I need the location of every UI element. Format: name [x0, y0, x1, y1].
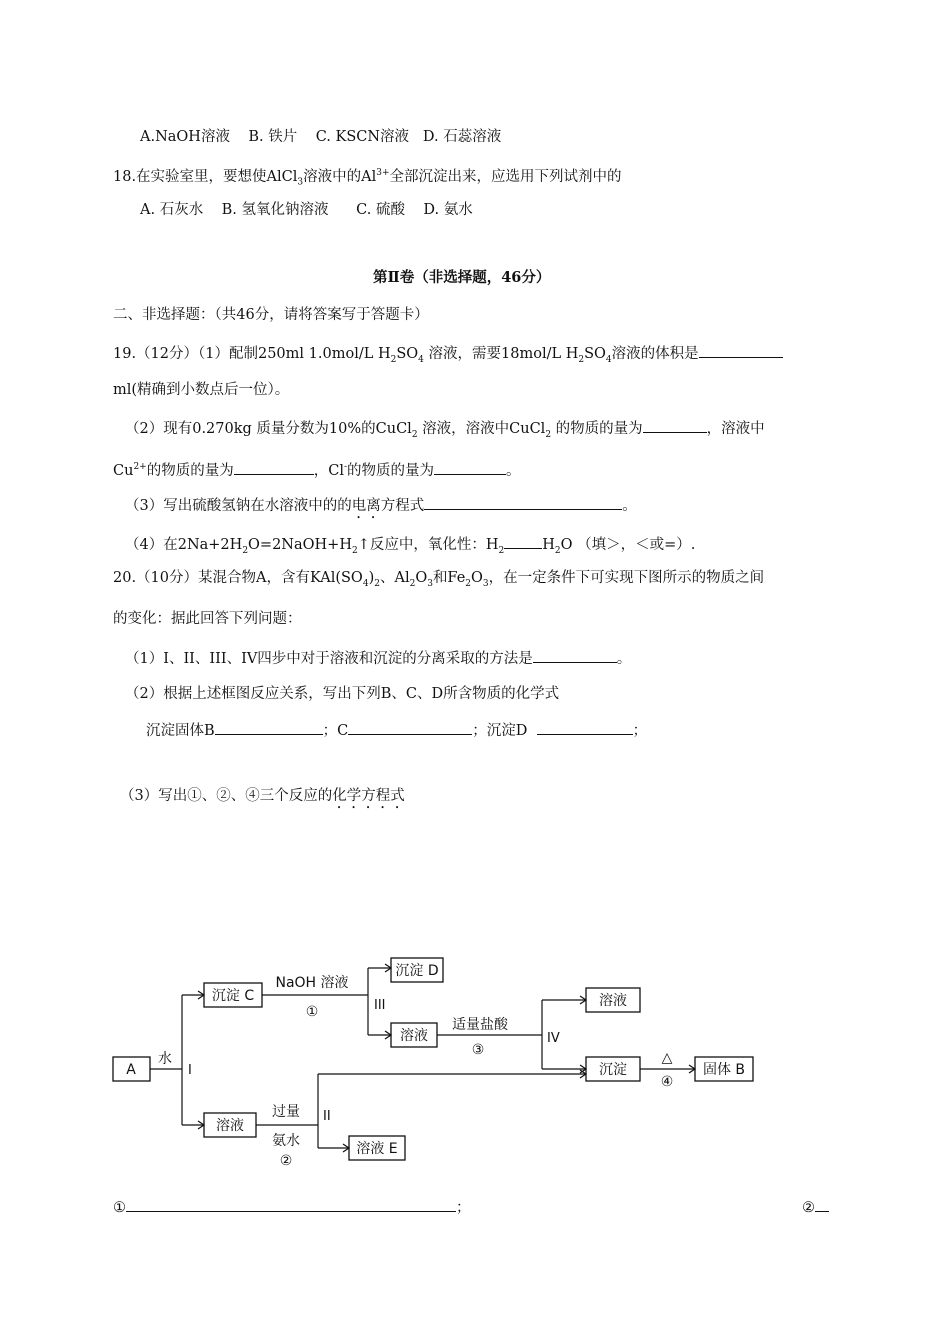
- q20-text: ②: [802, 1200, 815, 1216]
- q19-part2: （2）现有0.270kg 质量分数为10%的CuCl$_2$ 溶液，溶液中CuCl$_2$ 的物质的量为 ，溶液中: [125, 417, 765, 445]
- q20-sub1: [125, 647, 631, 669]
- label-step-IV: IV: [547, 1031, 560, 1046]
- q19-text: 。: [622, 498, 637, 514]
- q20-b-blank[interactable]: [215, 719, 323, 735]
- q19-volume-blank[interactable]: [699, 342, 783, 358]
- label-solution-3: 溶液: [216, 1118, 244, 1134]
- q19-part4: （4）在$2Na+2H_2O=2NaOH+H_2↑$反应中，氧化性：$H_2$ $H_2O$ （填＞，＜或=）.: [125, 533, 695, 561]
- label-delta: △: [661, 1050, 673, 1066]
- q19-compare-blank[interactable]: [504, 533, 542, 549]
- q19-text: （3）写出硫酸氢钠在水溶液中的的: [125, 498, 352, 514]
- q19-emphasis: 电离: [351, 498, 381, 514]
- q19-text: 溶液，需要18mol/L H: [428, 346, 579, 362]
- section-instruction: 二、非选择题：（共46分，请将答案写于答题卡）: [113, 307, 429, 323]
- q18-option-d: D. 氨水: [423, 202, 473, 218]
- q20-text: 20.（10分）某混合物A，含有KAl(SO: [113, 570, 363, 586]
- label-circ-3: ③: [471, 1042, 485, 1058]
- q20-answer-2: [802, 1196, 829, 1218]
- q19-text: （4）在2Na+2H: [125, 537, 243, 553]
- q20-text: 和Fe: [432, 570, 466, 586]
- label-hcl: 适量盐酸: [452, 1017, 508, 1033]
- q20-text: ，在一定条件下可实现下图所示的物质之间: [488, 570, 765, 586]
- q19-text: SO: [396, 346, 419, 362]
- label-A: A: [126, 1062, 136, 1078]
- q19-part1-cont: ml(精确到小数点后一位）。: [113, 382, 290, 398]
- q19-text: O=2NaOH+H: [248, 537, 352, 553]
- q19-text: H: [542, 537, 555, 553]
- q19-text: ，Cl: [313, 462, 344, 479]
- q17-option-a: A.NaOH溶液: [140, 129, 230, 145]
- q18-option-b: B. 氢氧化钠溶液: [221, 202, 329, 218]
- q19-part2-cont: $Cu^{2+}$的物质的量为 ，Cl-的物质的量为 。: [113, 457, 521, 481]
- q18-stem-text-3: 全部沉淀出来，应选用下列试剂中的: [389, 168, 622, 185]
- q19-part3: [125, 494, 637, 522]
- q19-text: ↑反应中，氧化性：H: [357, 537, 499, 553]
- label-circ-1: ①: [305, 1004, 319, 1020]
- q18-option-c: C. 硫酸: [356, 202, 405, 218]
- label-naoh: NaOH 溶液: [275, 975, 349, 991]
- q19-text: ，溶液中: [706, 421, 765, 437]
- q20-text: （3）写出①、②、④三个反应的: [120, 788, 333, 804]
- q20-text: ；: [632, 723, 648, 739]
- q19-text: 的物质的量为: [555, 421, 643, 437]
- q19-text: 溶液，溶液中CuCl: [422, 421, 546, 437]
- q20-c-blank[interactable]: [348, 719, 472, 735]
- q20-text: O: [415, 570, 428, 586]
- label-water: 水: [158, 1051, 172, 1067]
- q20-text: ；: [456, 1200, 471, 1216]
- q20-sub3: [120, 786, 405, 812]
- q19-text: Cu: [113, 462, 134, 479]
- q20-text: （1）I、II、III、IV四步中对于溶液和沉淀的分离采取的方法是: [125, 651, 533, 667]
- q20-eq1-blank[interactable]: [126, 1196, 456, 1212]
- q20-d-blank[interactable]: [537, 719, 633, 735]
- q17-options: [140, 127, 501, 147]
- q18-stem: [113, 163, 622, 193]
- label-precip-C: 沉淀 C: [211, 988, 255, 1004]
- q19-text: 。: [506, 462, 521, 479]
- q19-cu-blank[interactable]: [234, 459, 314, 475]
- q19-text: （2）现有0.270kg 质量分数为10%的CuCl: [125, 421, 412, 437]
- q20-text: 、Al: [379, 570, 410, 586]
- q20-text: ): [368, 570, 375, 586]
- q20-method-blank[interactable]: [533, 647, 617, 663]
- label-ammonia: 氨水: [272, 1133, 300, 1149]
- q19-text: 溶液的体积是: [611, 346, 699, 362]
- q20-text: 沉淀固体B: [146, 723, 215, 739]
- label-step-II: II: [323, 1109, 331, 1124]
- label-circ-2: ②: [279, 1153, 293, 1169]
- label-solution-1: 溶液: [400, 1028, 428, 1044]
- q20-answer-1: [113, 1196, 471, 1218]
- label-solution-2: 溶液: [599, 993, 627, 1009]
- q20-sub2-blanks: [146, 719, 647, 741]
- q19-text: SO: [584, 346, 606, 362]
- q17-option-b: B. 铁片: [248, 129, 298, 145]
- q19-text: 19.（12分）（1）配制250ml 1.0mol/L H: [113, 346, 391, 362]
- label-solution-E: 溶液 E: [356, 1141, 398, 1157]
- q19-cucl2-blank[interactable]: [643, 417, 707, 433]
- section-title: 第Ⅱ卷（非选择题，46分）: [373, 269, 551, 286]
- q17-option-d: D. 石蕊溶液: [422, 129, 502, 145]
- q20-stem: 20.（10分）某混合物A，含有$KAl(SO_4)_2$、$Al_2O_3$和$Fe_2O_3$，在一定条件下可实现下图所示的物质之间: [113, 570, 765, 589]
- q18-options: [140, 200, 473, 220]
- q19-ionization-blank[interactable]: [424, 494, 622, 510]
- q19-text: 的物质的量为: [146, 462, 234, 479]
- q18-stem-text: 18.在实验室里，要想使AlCl: [113, 168, 298, 185]
- label-precip: 沉淀: [599, 1062, 627, 1078]
- q20-text: ①: [113, 1200, 126, 1216]
- label-step-I: I: [188, 1063, 192, 1078]
- q20-text: ；沉淀D: [472, 723, 528, 739]
- q20-text: 。: [616, 651, 632, 667]
- q20-stem-cont: 的变化：据此回答下列问题：: [113, 611, 302, 627]
- q17-option-c: C. KSCN溶液: [315, 129, 410, 145]
- q20-sub2: （2）根据上述框图反应关系，写出下列B、C、D所含物质的化学式: [125, 686, 560, 702]
- q19-text: O （填＞，＜或=）.: [560, 537, 696, 553]
- label-excess: 过量: [272, 1104, 300, 1120]
- q19-part1: 19.（12分）（1）配制250ml 1.0mol/L $H_2SO_4$ 溶液，需要18mol/L $H_2SO_4$溶液的体积是: [113, 342, 783, 370]
- label-precip-D: 沉淀 D: [395, 963, 439, 979]
- q18-sub: 3: [297, 177, 304, 188]
- q20-text: ；C: [322, 723, 349, 739]
- q19-text: 的物质的量为: [347, 462, 434, 479]
- q20-emphasis: 化学方程式: [332, 788, 405, 804]
- q20-eq2-blank[interactable]: [815, 1196, 829, 1212]
- label-solid-B: 固体 B: [702, 1062, 746, 1078]
- q19-text: 方程式: [380, 498, 425, 514]
- flow-diagram: [100, 950, 780, 1180]
- label-circ-4: ④: [660, 1074, 674, 1090]
- q19-cl-blank[interactable]: [434, 459, 506, 475]
- q18-stem-text-2: 溶液中的Al: [303, 168, 377, 185]
- q20-text: O: [471, 570, 483, 586]
- q18-option-a: A. 石灰水: [140, 202, 204, 218]
- q18-sup: 3+: [376, 168, 390, 178]
- label-step-III: III: [374, 998, 386, 1013]
